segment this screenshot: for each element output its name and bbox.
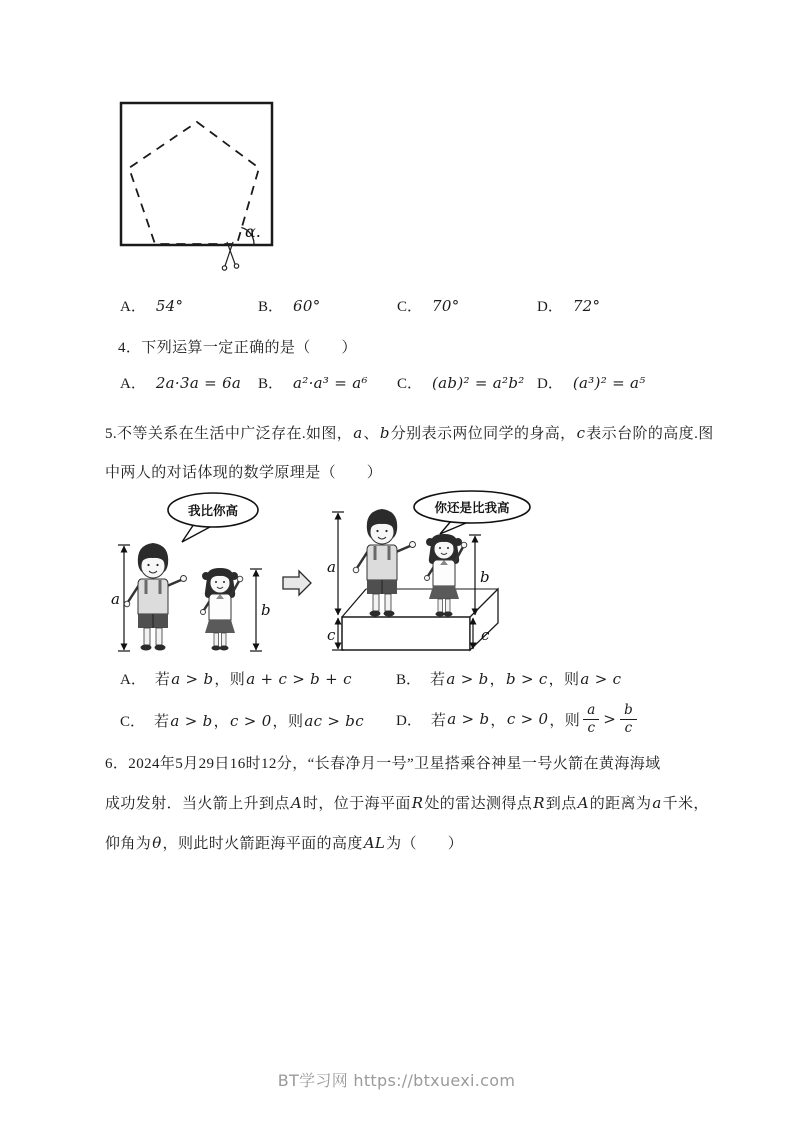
speech-bubble-right (414, 491, 530, 534)
q4-option-b: B． a²·a³ = a⁶ (258, 374, 368, 392)
label-a-right: a (327, 558, 336, 576)
label-a-left: a (111, 590, 120, 608)
boy-figure-left (124, 543, 186, 651)
q6-line-3: 仰角为θ，则此时火箭距海平面的高度AL为（ ） (105, 834, 464, 852)
pentagon-figure (112, 98, 287, 278)
q4-option-d: D． (a³)² = a⁵ (537, 374, 646, 392)
q5-option-b: B． 若a > b，b > c，则a > c (396, 670, 622, 688)
bubble-left-text: 我比你高 (187, 503, 239, 518)
label-b-right: b (480, 568, 490, 586)
q5-line-2: 中两人的对话体现的数学原理是（ ） (105, 465, 383, 481)
boy-figure-right (353, 509, 415, 617)
site-footer (0, 1068, 793, 1091)
q5-option-c: C． 若a > b，c > 0，则ac > bc (120, 712, 364, 730)
implies-arrow-icon (283, 571, 311, 595)
q6-line-1: 6．2024年5月29日16时12分，“长春净月一号”卫星搭乘谷神星一号火箭在黄海海域 (105, 756, 661, 772)
q3-option-c: C． 70° (397, 297, 460, 315)
q6-line-2: 成功发射．当火箭上升到点A时，位于海平面R处的雷达测得点R到点A的距离为a千米， (105, 794, 709, 812)
q4-title: 4．下列运算一定正确的是（ ） (118, 340, 357, 356)
q4-option-c: C． (ab)² = a²b² (397, 374, 525, 392)
girl-figure-left (201, 568, 243, 651)
q3-option-a: A． 54° (120, 297, 184, 315)
dashed-pentagon (129, 122, 259, 244)
fraction-b-over-c: $\frac{b}{c}$ (620, 703, 637, 734)
girl-figure-right (425, 534, 467, 617)
footer-link[interactable]: BT学习网 https://btxuexi.com (277, 1071, 516, 1090)
q5-option-d: D． 若 a > b ， c > 0 ，则 $\frac{a}{c}$ > $\frac{b}{c}$ (396, 699, 640, 739)
q3-option-d: D． 72° (537, 297, 601, 315)
q5-line-1: 5.不等关系在生活中广泛存在.如图，a、b分别表示两位同学的身高，c表示台阶的高度.图 (105, 424, 714, 442)
q3-option-b: B． 60° (258, 297, 321, 315)
speech-bubble-left (168, 493, 258, 542)
bubble-right-text: 你还是比我高 (434, 500, 510, 515)
label-c-left: c (327, 626, 336, 644)
kids-comparison-figure (108, 486, 588, 666)
q4-option-a: A． 2a·3a = 6a (120, 374, 242, 392)
alpha-angle-label: α. (245, 222, 261, 241)
label-b-left: b (261, 601, 271, 619)
label-c-right: c (481, 626, 490, 644)
q5-option-a: A． 若a > b，则a + c > b + c (120, 670, 352, 688)
fraction-a-over-c: $\frac{a}{c}$ (583, 703, 599, 734)
